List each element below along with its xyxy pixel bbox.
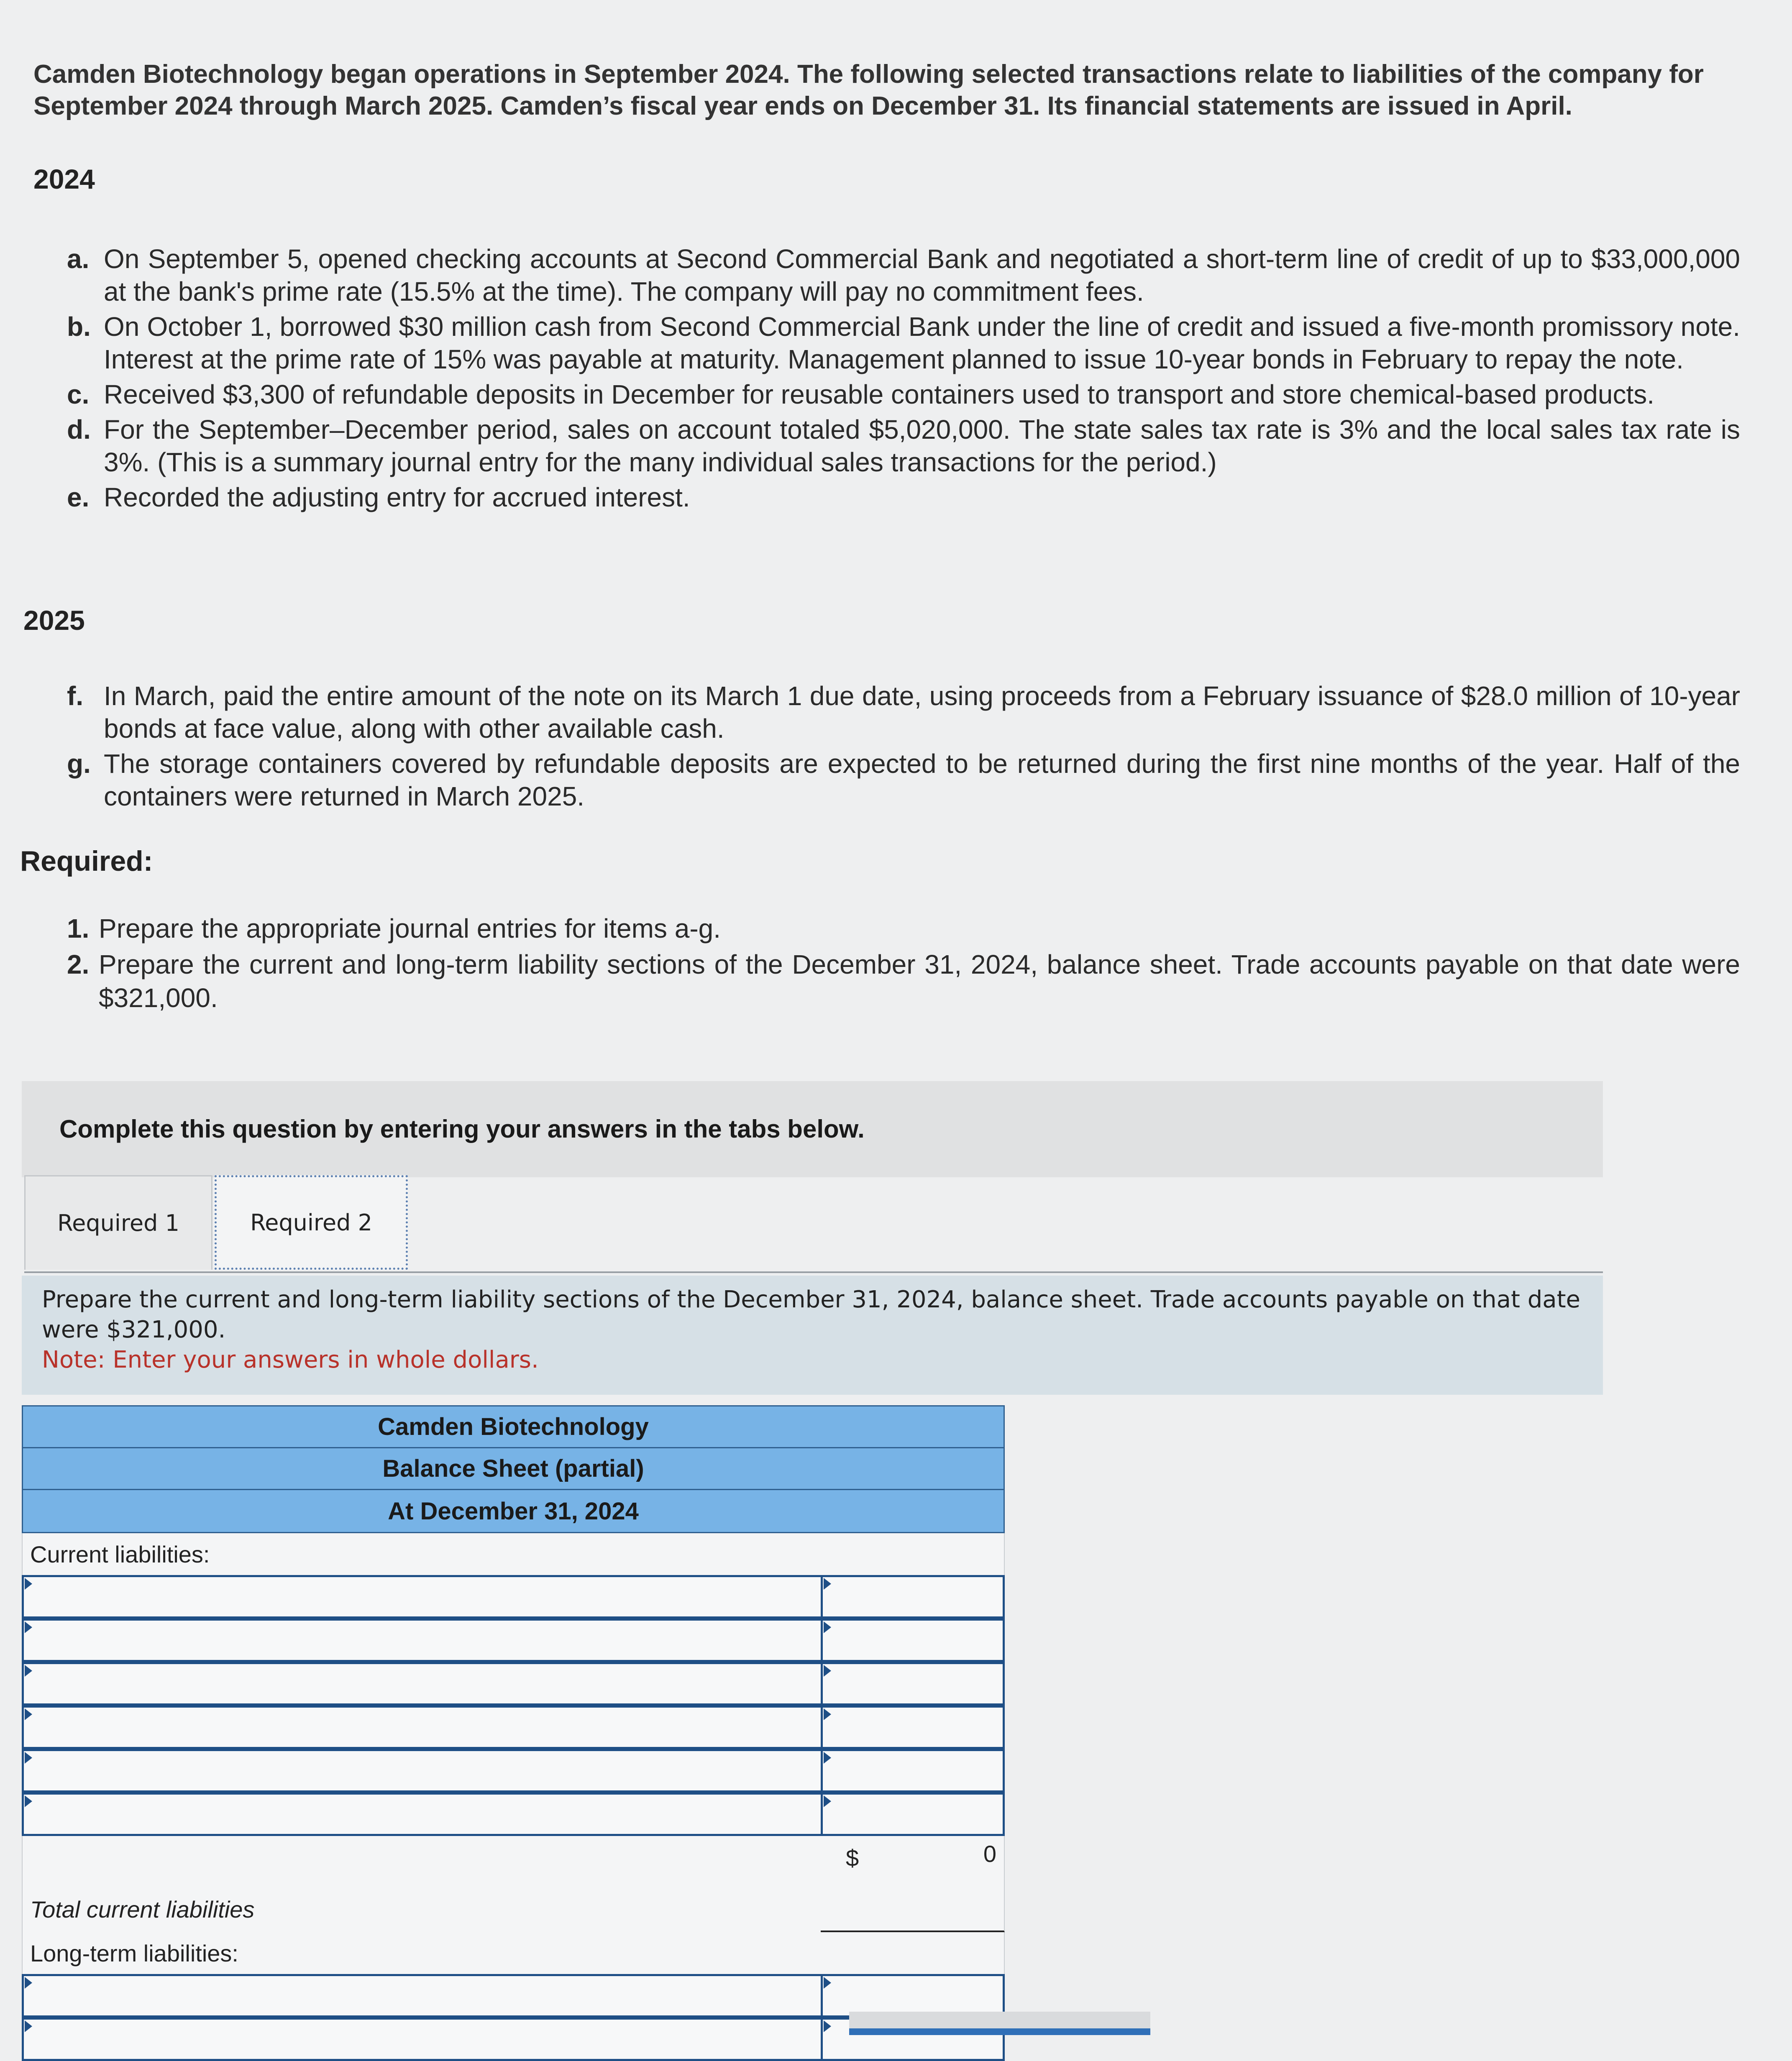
balance-sheet-form	[22, 1405, 1005, 2061]
sheet-company: Camden Biotechnology	[22, 1405, 1005, 1447]
transaction-item	[67, 243, 1740, 308]
required-item	[67, 912, 1740, 945]
required-list	[67, 912, 1740, 1017]
item-label: 1.	[67, 913, 90, 944]
tab-instructions	[22, 1276, 1603, 1395]
current-liability-row	[22, 1619, 1005, 1662]
sheet-date: At December 31, 2024	[22, 1489, 1005, 1533]
banner-text: Complete this question by entering your answers in the tabs below.	[59, 1115, 865, 1143]
transaction-item	[67, 680, 1740, 745]
account-dropdown[interactable]	[22, 1749, 821, 1793]
item-text: In March, paid the entire amount of the note on its March 1 due date, using proceeds from a February issuance of $28.0 million of 10-year bonds at face value, along with other available cash.	[104, 681, 1740, 744]
amount-input[interactable]	[821, 1662, 1005, 1706]
item-text: For the September–December period, sales on account totaled $5,020,000. The state sales tax rate is 3% and the local sales tax rate is 3%. (This is a summary journal entry for the many individual sales transactions for the period.)	[104, 414, 1740, 477]
item-label: b.	[67, 312, 91, 342]
transaction-item	[67, 481, 1740, 514]
instruction-note: Note: Enter your answers in whole dollars.	[42, 1346, 539, 1373]
amount-input[interactable]	[821, 1974, 1005, 2018]
transaction-item	[67, 747, 1740, 813]
tab-bar	[24, 1175, 1603, 1273]
long-term-liabilities-label: Long-term liabilities:	[22, 1932, 1005, 1974]
total-current-liabilities-row	[22, 1836, 1005, 1932]
current-liability-row	[22, 1662, 1005, 1706]
item-text: Prepare the appropriate journal entries for items a-g.	[99, 913, 721, 944]
account-dropdown[interactable]	[22, 1974, 821, 2018]
required-heading: Required:	[20, 845, 153, 877]
year-heading-2024: 2024	[33, 164, 95, 194]
amount-input[interactable]	[821, 1575, 1005, 1619]
amount-input[interactable]	[821, 1706, 1005, 1749]
total-current-value: 0	[983, 1841, 996, 1867]
transactions-2025	[67, 680, 1740, 815]
item-text: The storage containers covered by refundable deposits are expected to be returned during the first nine months of the year. Half of the containers were returned in March 2025.	[104, 749, 1740, 811]
account-dropdown[interactable]	[22, 2018, 821, 2061]
amount-input[interactable]	[821, 1619, 1005, 1662]
total-current-value-cell	[821, 1836, 1005, 1932]
year-heading-2025: 2025	[23, 605, 85, 636]
item-label: e.	[67, 482, 90, 512]
tab-required-1[interactable]: Required 1	[24, 1175, 212, 1270]
transaction-item	[67, 413, 1740, 478]
amount-input[interactable]	[821, 1793, 1005, 1836]
current-liability-row	[22, 1706, 1005, 1749]
long-term-liability-row	[22, 1974, 1005, 2018]
nav-accent-bar	[849, 2028, 1150, 2035]
instruction-text: Prepare the current and long-term liability sections of the December 31, 2024, balance sheet. Trade accounts payable on that date were $321,000.	[42, 1286, 1580, 1343]
item-text: Recorded the adjusting entry for accrued interest.	[104, 482, 690, 512]
item-text: On September 5, opened checking accounts at Second Commercial Bank and negotiated a short-term line of credit of up to $33,000,000 at the bank's prime rate (15.5% at the time). The company will pay no commitment fees.	[104, 244, 1740, 307]
item-text: Prepare the current and long-term liability sections of the December 31, 2024, balance sheet. Trade accounts payable on that date were $321,000.	[99, 949, 1740, 1013]
transactions-2024	[67, 243, 1740, 516]
item-label: 2.	[67, 949, 90, 979]
current-liability-row	[22, 1749, 1005, 1793]
account-dropdown[interactable]	[22, 1793, 821, 1836]
item-label: c.	[67, 379, 90, 409]
item-label: d.	[67, 414, 91, 445]
transaction-item	[67, 378, 1740, 411]
item-text: Received $3,300 of refundable deposits in December for reusable containers used to transport and store chemical-based products.	[104, 379, 1655, 409]
item-label: a.	[67, 244, 90, 274]
instructions-banner	[22, 1081, 1603, 1177]
current-liability-row	[22, 1793, 1005, 1836]
account-dropdown[interactable]	[22, 1575, 821, 1619]
item-label: g.	[67, 749, 91, 779]
total-current-label: Total current liabilities	[22, 1836, 821, 1932]
transaction-item	[67, 310, 1740, 376]
problem-intro: Camden Biotechnology began operations in September 2024. The following selected transactions relate to liabilities of the company for September 2024 through March 2025. Camden’s fiscal year ends on December 31. Its financial statements are issued in April.	[33, 60, 1704, 120]
item-text: On October 1, borrowed $30 million cash from Second Commercial Bank under the line of credit and issued a five-month promissory note. Interest at the prime rate of 15% was payable at maturity. Management planned to issue 10-year bonds in February to repay the note.	[104, 312, 1740, 374]
currency-symbol: $	[846, 1845, 859, 1871]
sheet-title: Balance Sheet (partial)	[22, 1447, 1005, 1489]
account-dropdown[interactable]	[22, 1662, 821, 1706]
account-dropdown[interactable]	[22, 1706, 821, 1749]
current-liabilities-label: Current liabilities:	[22, 1533, 1005, 1575]
tab-required-2[interactable]: Required 2	[215, 1175, 408, 1270]
current-liability-row	[22, 1575, 1005, 1619]
account-dropdown[interactable]	[22, 1619, 821, 1662]
amount-input[interactable]	[821, 1749, 1005, 1793]
required-item	[67, 948, 1740, 1015]
item-label: f.	[67, 681, 84, 711]
